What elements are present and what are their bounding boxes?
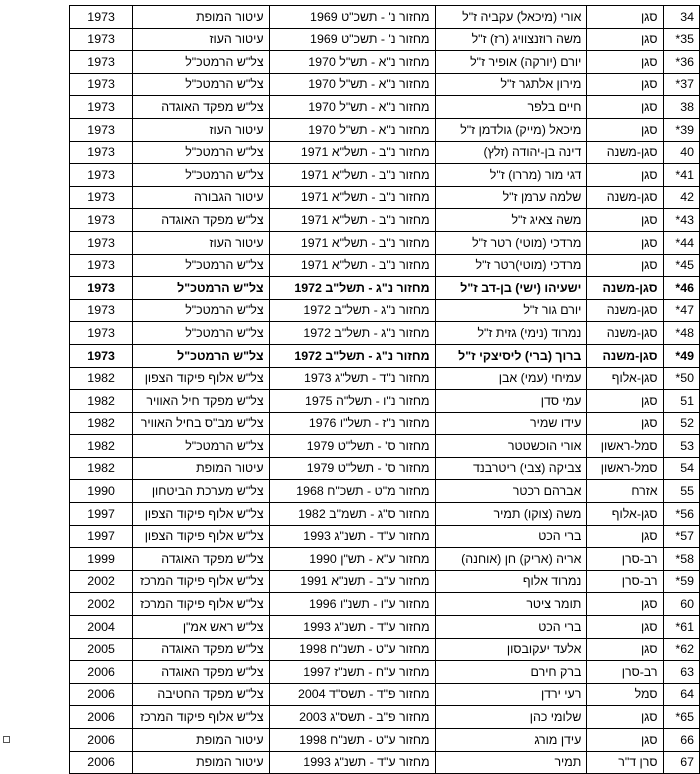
cohort-cell: מחזור נ"ו - תשל"ה 1975 <box>269 390 435 413</box>
name-cell: מרדכי (מוטי)רטר ז"ל <box>435 254 587 277</box>
row-number: 61* <box>663 616 699 639</box>
award-cell: צל"ש הרמטכ"ל <box>133 322 269 345</box>
row-number: 40 <box>663 141 699 164</box>
cohort-cell: מחזור נ"ג - תשל"ב 1972 <box>269 322 435 345</box>
name-cell: שלמה ערמן ז"ל <box>435 186 587 209</box>
table-row <box>70 118 700 141</box>
rank-cell: סגן-משנה <box>587 299 663 322</box>
name-cell: עידו שמיר <box>435 412 587 435</box>
cohort-cell: מחזור נ"א - תש"ל 1970 <box>269 51 435 74</box>
table-row <box>70 435 700 458</box>
award-cell: צל"ש הרמטכ"ל <box>133 435 269 458</box>
year-cell: 1973 <box>70 6 133 29</box>
cohort-cell: מחזור נ"א - תש"ל 1970 <box>269 96 435 119</box>
name-cell: אלעד יעקובסון <box>435 638 587 661</box>
cohort-cell: מחזור ע"ט - תשנ"ח 1998 <box>269 729 435 752</box>
name-cell: דגי מור (מררו) ז"ל <box>435 164 587 187</box>
name-cell: עידן מורג <box>435 729 587 752</box>
year-cell: 1997 <box>70 503 133 526</box>
row-number: 35* <box>663 28 699 51</box>
year-cell: 2006 <box>70 706 133 729</box>
award-cell: צל"ש אלוף פיקוד המרכז <box>133 593 269 616</box>
cohort-cell: מחזור נ"ב - תשל"א 1971 <box>269 164 435 187</box>
year-cell: 1997 <box>70 525 133 548</box>
name-cell: ברי הכט <box>435 525 587 548</box>
cohort-cell: מחזור נ"ג - תשל"ב 1972 <box>269 277 435 300</box>
cohort-cell: מחזור נ"ב - תשל"א 1971 <box>269 231 435 254</box>
award-cell: עיטור המופת <box>133 751 269 774</box>
table-row <box>70 457 700 480</box>
award-cell: עיטור העוז <box>133 28 269 51</box>
name-cell: צביקה (צבי) ריטרבנד <box>435 457 587 480</box>
table-row <box>70 231 700 254</box>
year-cell: 1999 <box>70 548 133 571</box>
award-cell: צל"ש מפקד חיל האוויר <box>133 390 269 413</box>
cohort-cell: מחזור ע"ד - תשנ"ג 1993 <box>269 751 435 774</box>
name-cell: עמיחי (עמי) אבן <box>435 367 587 390</box>
rank-cell: סגן <box>587 209 663 232</box>
year-cell: 1973 <box>70 73 133 96</box>
table-row <box>70 186 700 209</box>
row-number: 66 <box>663 729 699 752</box>
name-cell: מיכאל (מייק) גולדמן ז"ל <box>435 118 587 141</box>
name-cell: אברהם רכטר <box>435 480 587 503</box>
cohort-cell: מחזור ע"ד - תשנ"ג 1993 <box>269 525 435 548</box>
award-cell: צל"ש מב"ס בחיל האוויר <box>133 412 269 435</box>
table-row <box>70 661 700 684</box>
award-cell: צל"ש הרמטכ"ל <box>133 344 269 367</box>
table-row <box>70 51 700 74</box>
cohort-cell: מחזור נ"ב - תשל"א 1971 <box>269 254 435 277</box>
name-cell: תמיר <box>435 751 587 774</box>
rank-cell: אזרח <box>587 480 663 503</box>
award-cell: צל"ש אלוף פיקוד הצפון <box>133 525 269 548</box>
cohort-cell: מחזור ע"ח - תשנ"ז 1997 <box>269 661 435 684</box>
rank-cell: סגן <box>587 51 663 74</box>
table-row <box>70 683 700 706</box>
cohort-cell: מחזור ע"א - תש"ן 1990 <box>269 548 435 571</box>
name-cell: עמי סדן <box>435 390 587 413</box>
award-cell: צל"ש אלוף פיקוד הצפון <box>133 503 269 526</box>
award-cell: צל"ש הרמטכ"ל <box>133 254 269 277</box>
name-cell: ברק חירם <box>435 661 587 684</box>
year-cell: 2006 <box>70 751 133 774</box>
table-row <box>70 616 700 639</box>
rank-cell: סגן <box>587 412 663 435</box>
row-number: 46* <box>663 277 699 300</box>
name-cell: מירון אלתגר ז"ל <box>435 73 587 96</box>
awards-table <box>69 5 700 774</box>
row-number: 47* <box>663 299 699 322</box>
award-cell: צל"ש הרמטכ"ל <box>133 141 269 164</box>
cohort-cell: מחזור נ"ב - תשל"א 1971 <box>269 141 435 164</box>
cohort-cell: מחזור פ"ב - תשס"ג 2003 <box>269 706 435 729</box>
year-cell: 1982 <box>70 435 133 458</box>
row-number: 52 <box>663 412 699 435</box>
table-body <box>70 6 700 774</box>
table-row <box>70 706 700 729</box>
row-number: 50* <box>663 367 699 390</box>
name-cell: אורי הוכשטטר <box>435 435 587 458</box>
award-cell: עיטור המופת <box>133 6 269 29</box>
row-number: 65* <box>663 706 699 729</box>
award-cell: צל"ש אלוף פיקוד המרכז <box>133 706 269 729</box>
rank-cell: סגן <box>587 390 663 413</box>
row-number: 43* <box>663 209 699 232</box>
rank-cell: סגן <box>587 729 663 752</box>
cohort-cell: מחזור פ"ד - תשס"ד 2004 <box>269 683 435 706</box>
name-cell: אורי (מיכאל) עקביה ז"ל <box>435 6 587 29</box>
name-cell: אריה (אריק) חן (אוחנה) <box>435 548 587 571</box>
award-cell: צל"ש ראש אמ"ן <box>133 616 269 639</box>
name-cell: נמרוד (נימי) גזית ז"ל <box>435 322 587 345</box>
cohort-cell: מחזור נ"ז - תשל"ו 1976 <box>269 412 435 435</box>
year-cell: 1973 <box>70 186 133 209</box>
rank-cell: סגן <box>587 6 663 29</box>
row-number: 49* <box>663 344 699 367</box>
award-cell: עיטור המופת <box>133 457 269 480</box>
rank-cell: סגן <box>587 706 663 729</box>
award-cell: צל"ש הרמטכ"ל <box>133 164 269 187</box>
name-cell: משה צאיג ז"ל <box>435 209 587 232</box>
name-cell: משה רוזנצוויג (רז) ז"ל <box>435 28 587 51</box>
table-row <box>70 570 700 593</box>
rank-cell: רב-סרן <box>587 570 663 593</box>
row-number: 37* <box>663 73 699 96</box>
name-cell: משה (צוקו) תמיר <box>435 503 587 526</box>
name-cell: חיים בלפר <box>435 96 587 119</box>
cohort-cell: מחזור נ"ב - תשל"א 1971 <box>269 209 435 232</box>
cohort-cell: מחזור ס' - תשל"ט 1979 <box>269 457 435 480</box>
award-cell: צל"ש מפקד האוגדה <box>133 209 269 232</box>
table-row <box>70 729 700 752</box>
rank-cell: סגן <box>587 616 663 639</box>
cohort-cell: מחזור ע"ב - תשנ"א 1991 <box>269 570 435 593</box>
rank-cell: סמל-ראשון <box>587 457 663 480</box>
table-row <box>70 141 700 164</box>
rank-cell: סמל-ראשון <box>587 435 663 458</box>
row-number: 58* <box>663 548 699 571</box>
row-number: 39* <box>663 118 699 141</box>
row-number: 38 <box>663 96 699 119</box>
award-cell: עיטור המופת <box>133 729 269 752</box>
rank-cell: סגן <box>587 638 663 661</box>
year-cell: 1973 <box>70 322 133 345</box>
year-cell: 1973 <box>70 209 133 232</box>
award-cell: צל"ש מפקד האוגדה <box>133 96 269 119</box>
table-row <box>70 96 700 119</box>
year-cell: 1982 <box>70 457 133 480</box>
table-row <box>70 751 700 774</box>
rank-cell: סגן <box>587 96 663 119</box>
row-number: 67 <box>663 751 699 774</box>
row-number: 54 <box>663 457 699 480</box>
year-cell: 2006 <box>70 683 133 706</box>
rank-cell: סגן-משנה <box>587 322 663 345</box>
award-cell: צל"ש הרמטכ"ל <box>133 73 269 96</box>
rank-cell: רב-סרן <box>587 548 663 571</box>
year-cell: 1973 <box>70 231 133 254</box>
award-cell: צל"ש אלוף פיקוד המרכז <box>133 570 269 593</box>
cohort-cell: מחזור נ"א - תש"ל 1970 <box>269 73 435 96</box>
table-row <box>70 344 700 367</box>
year-cell: 1973 <box>70 164 133 187</box>
name-cell: מרדכי (מוטי) רטר ז"ל <box>435 231 587 254</box>
rank-cell: סגן-משנה <box>587 344 663 367</box>
year-cell: 1973 <box>70 118 133 141</box>
name-cell: ברי הכט <box>435 616 587 639</box>
row-number: 42 <box>663 186 699 209</box>
award-cell: צל"ש מפקד האוגדה <box>133 638 269 661</box>
row-number: 64 <box>663 683 699 706</box>
table-row <box>70 6 700 29</box>
year-cell: 2005 <box>70 638 133 661</box>
table-row <box>70 73 700 96</box>
cohort-cell: מחזור נ' - תשכ"ט 1969 <box>269 28 435 51</box>
row-number: 41* <box>663 164 699 187</box>
table-row <box>70 28 700 51</box>
award-cell: צל"ש הרמטכ"ל <box>133 299 269 322</box>
cohort-cell: מחזור ע"ד - תשנ"ג 1993 <box>269 616 435 639</box>
row-number: 51 <box>663 390 699 413</box>
year-cell: 1982 <box>70 390 133 413</box>
year-cell: 2006 <box>70 729 133 752</box>
rank-cell: סגן <box>587 28 663 51</box>
cohort-cell: מחזור נ"ג - תשל"ב 1972 <box>269 344 435 367</box>
award-cell: עיטור הגבורה <box>133 186 269 209</box>
name-cell: נמרוד אלוף <box>435 570 587 593</box>
row-number: 56* <box>663 503 699 526</box>
table-row <box>70 638 700 661</box>
table-row <box>70 503 700 526</box>
name-cell: ישעיהו (ישי) בן-דב ז"ל <box>435 277 587 300</box>
cohort-cell: מחזור נ"א - תש"ל 1970 <box>269 118 435 141</box>
rank-cell: סגן-משנה <box>587 186 663 209</box>
award-cell: צל"ש מפקד האוגדה <box>133 661 269 684</box>
award-cell: עיטור העוז <box>133 118 269 141</box>
rank-cell: סגן-אלוף <box>587 367 663 390</box>
year-cell: 2004 <box>70 616 133 639</box>
table-row <box>70 480 700 503</box>
award-cell: עיטור העוז <box>133 231 269 254</box>
year-cell: 1973 <box>70 277 133 300</box>
row-number: 60 <box>663 593 699 616</box>
row-number: 34 <box>663 6 699 29</box>
table-row <box>70 209 700 232</box>
name-cell: דינה בן-יהודה (זלץ) <box>435 141 587 164</box>
rank-cell: סרן ד"ר <box>587 751 663 774</box>
table-row <box>70 164 700 187</box>
row-number: 57* <box>663 525 699 548</box>
table-row <box>70 548 700 571</box>
year-cell: 1973 <box>70 51 133 74</box>
page-corner-mark <box>3 736 10 743</box>
name-cell: יורם (יורקה) אופיר ז"ל <box>435 51 587 74</box>
rank-cell: סגן <box>587 231 663 254</box>
row-number: 55 <box>663 480 699 503</box>
year-cell: 1990 <box>70 480 133 503</box>
row-number: 48* <box>663 322 699 345</box>
table-row <box>70 322 700 345</box>
row-number: 44* <box>663 231 699 254</box>
award-cell: צל"ש הרמטכ"ל <box>133 277 269 300</box>
rank-cell: סגן <box>587 164 663 187</box>
table-row <box>70 277 700 300</box>
rank-cell: סגן <box>587 525 663 548</box>
rank-cell: סמל <box>587 683 663 706</box>
rank-cell: סגן-משנה <box>587 141 663 164</box>
rank-cell: סגן <box>587 254 663 277</box>
row-number: 53 <box>663 435 699 458</box>
rank-cell: סגן-אלוף <box>587 503 663 526</box>
year-cell: 2002 <box>70 570 133 593</box>
year-cell: 2002 <box>70 593 133 616</box>
rank-cell: סגן-משנה <box>587 277 663 300</box>
cohort-cell: מחזור ע"ט - תשנ"ח 1998 <box>269 638 435 661</box>
row-number: 59* <box>663 570 699 593</box>
row-number: 36* <box>663 51 699 74</box>
rank-cell: סגן <box>587 118 663 141</box>
name-cell: שלומי כהן <box>435 706 587 729</box>
year-cell: 1982 <box>70 412 133 435</box>
row-number: 62* <box>663 638 699 661</box>
table-row <box>70 299 700 322</box>
award-cell: צל"ש מערכת הביטחון <box>133 480 269 503</box>
award-cell: צל"ש מפקד האוגדה <box>133 548 269 571</box>
cohort-cell: מחזור נ"ג - תשל"ב 1972 <box>269 299 435 322</box>
cohort-cell: מחזור מ"ט - תשכ"ח 1968 <box>269 480 435 503</box>
rank-cell: סגן <box>587 73 663 96</box>
row-number: 45* <box>663 254 699 277</box>
year-cell: 1973 <box>70 254 133 277</box>
row-number: 63 <box>663 661 699 684</box>
name-cell: יורם גור ז"ל <box>435 299 587 322</box>
year-cell: 1973 <box>70 96 133 119</box>
table-row <box>70 412 700 435</box>
award-cell: צל"ש מפקד החטיבה <box>133 683 269 706</box>
cohort-cell: מחזור ס"ג - תשמ"ב 1982 <box>269 503 435 526</box>
year-cell: 1973 <box>70 299 133 322</box>
table-row <box>70 367 700 390</box>
year-cell: 1982 <box>70 367 133 390</box>
cohort-cell: מחזור נ' - תשכ"ט 1969 <box>269 6 435 29</box>
year-cell: 2006 <box>70 661 133 684</box>
year-cell: 1973 <box>70 141 133 164</box>
cohort-cell: מחזור נ"ד - תשל"ג 1973 <box>269 367 435 390</box>
table-row <box>70 525 700 548</box>
name-cell: ברוך (ברי) ליסיצקי ז"ל <box>435 344 587 367</box>
rank-cell: רב-סרן <box>587 661 663 684</box>
rank-cell: סגן <box>587 593 663 616</box>
year-cell: 1973 <box>70 344 133 367</box>
cohort-cell: מחזור ס' - תשל"ט 1979 <box>269 435 435 458</box>
name-cell: רעי ירדן <box>435 683 587 706</box>
table-row <box>70 254 700 277</box>
name-cell: תומר ציטר <box>435 593 587 616</box>
award-cell: צל"ש אלוף פיקוד הצפון <box>133 367 269 390</box>
year-cell: 1973 <box>70 28 133 51</box>
cohort-cell: מחזור נ"ב - תשל"א 1971 <box>269 186 435 209</box>
table-row <box>70 593 700 616</box>
award-cell: צל"ש הרמטכ"ל <box>133 51 269 74</box>
table-row <box>70 390 700 413</box>
cohort-cell: מחזור ע"ו - תשנ"ו 1996 <box>269 593 435 616</box>
